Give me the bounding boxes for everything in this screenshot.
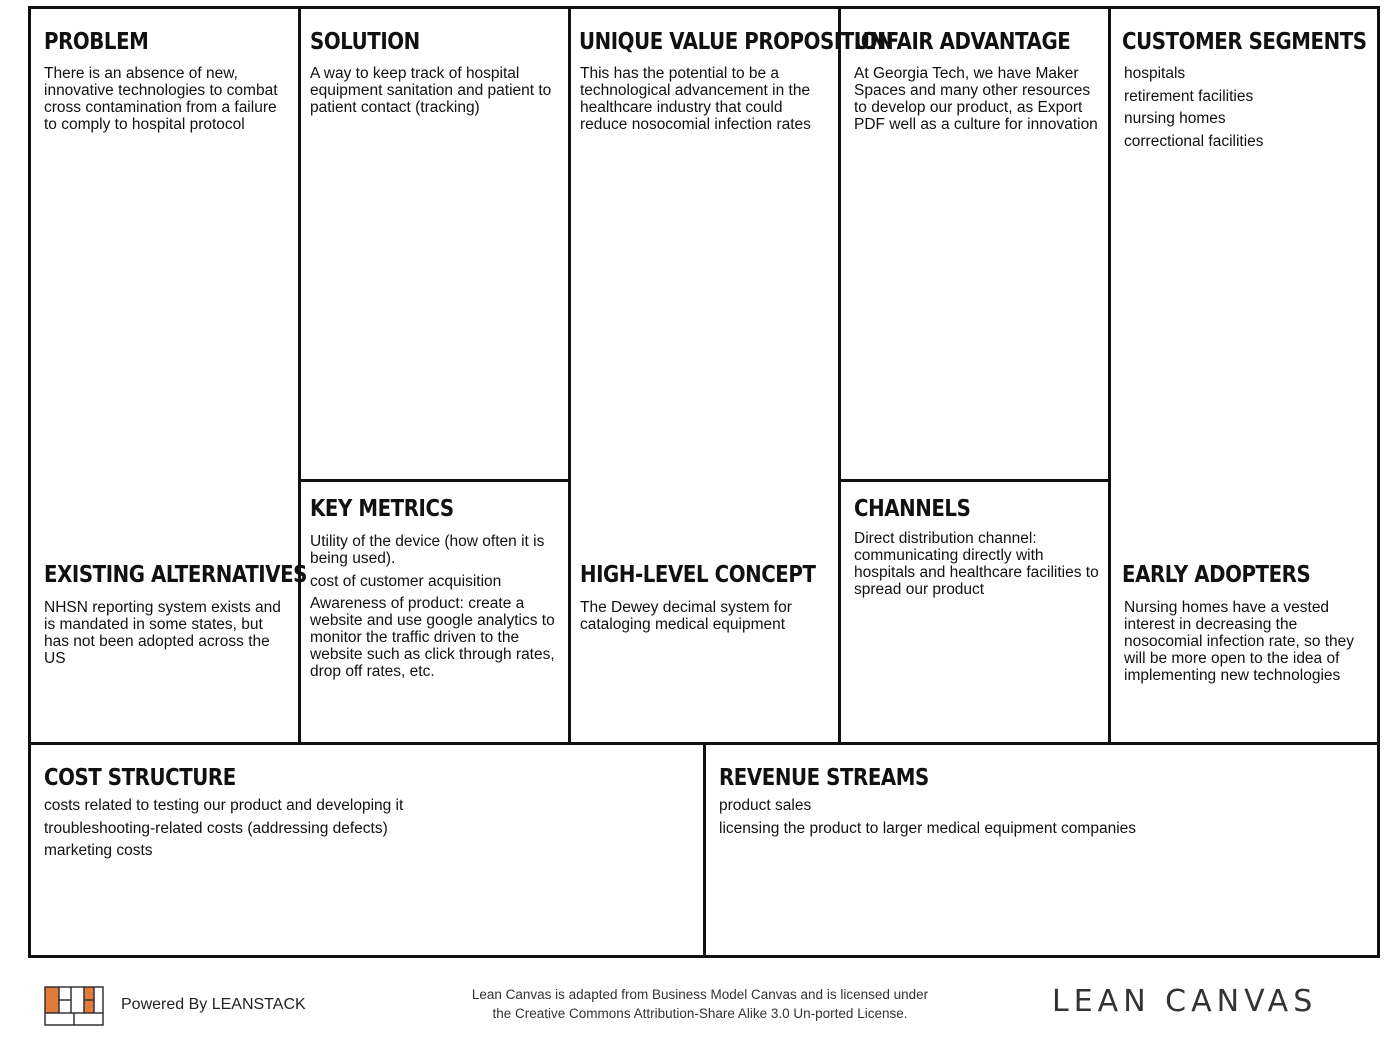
problem-section: [31, 9, 307, 742]
customer-segments-title: CUSTOMER SEGMENTS: [1122, 29, 1367, 55]
uvp-section: [571, 9, 894, 742]
list-item: nursing homes: [1124, 110, 1226, 127]
uvp-text: This has the potential to be a technological advancement in the healthcare industry that could reduce nosocomial infection rates: [580, 65, 811, 133]
solution-text: A way to keep track of hospital equipment sanitation and patient to patient contact (tracking): [310, 65, 552, 116]
license-text: [400, 985, 1000, 1023]
list-item: cost of customer acquisition: [310, 572, 502, 590]
list-item: retirement facilities: [1124, 87, 1254, 105]
unfair-advantage-section: [841, 9, 1108, 479]
powered-by-text: Powered By LEANSTACK: [121, 996, 306, 1013]
channels-text: Direct distribution channel: communicating directly with hospitals and healthcare facilities to spread our product: [854, 530, 1099, 598]
solution-section: [301, 9, 568, 479]
customer-segments-list: [1124, 65, 1369, 155]
existing-alternatives-text: NHSN reporting system exists and is mandated in some states, but has not been adopted across the US: [44, 599, 281, 667]
revenue-streams-list: [719, 797, 1359, 842]
list-item: marketing costs: [44, 842, 153, 859]
channels-title: CHANNELS: [854, 496, 971, 522]
problem-title: PROBLEM: [44, 29, 149, 55]
early-adopters-text: Nursing homes have a vested interest in decreasing the nosocomial infection rate, so they will be more open to the idea of implementing new technologies: [1124, 599, 1355, 684]
list-item: product sales: [719, 797, 812, 814]
cost-structure-title: COST STRUCTURE: [44, 765, 236, 791]
channels-section: [841, 482, 1108, 742]
cost-structure-list: [44, 797, 684, 865]
list-item: hospitals: [1124, 65, 1186, 82]
list-item: Utility of the device (how often it is being used).: [310, 533, 545, 567]
key-metrics-list: [310, 533, 560, 686]
key-metrics-section: [301, 482, 568, 742]
problem-text: There is an absence of new, innovative technologies to combat cross contamination from a failure to comply to hospital protocol: [44, 65, 278, 133]
list-item: correctional facilities: [1124, 132, 1264, 150]
unfair-advantage-title: UNFAIR ADVANTAGE: [854, 29, 1071, 55]
leanstack-logo-icon: [44, 986, 104, 1026]
unfair-advantage-text: At Georgia Tech, we have Maker Spaces and many other resources to develop our product, as Export PDF well as a culture for innovation: [854, 65, 1098, 133]
revenue-streams-title: REVENUE STREAMS: [719, 765, 929, 791]
list-item: troubleshooting-related costs (addressing defects): [44, 819, 388, 837]
list-item: licensing the product to larger medical equipment companies: [719, 819, 1137, 837]
existing-alternatives-title: EXISTING ALTERNATIVES: [44, 562, 307, 588]
license-line: the Creative Commons Attribution-Share Alike 3.0 Un-ported License.: [492, 1006, 908, 1021]
high-level-concept-text: The Dewey decimal system for cataloging medical equipment: [580, 599, 792, 633]
revenue-streams-section: [706, 745, 1377, 955]
lean-canvas-wordmark: LEAN CANVAS: [1052, 984, 1318, 1019]
cost-structure-section: [31, 745, 703, 955]
uvp-title: UNIQUE VALUE PROPOSITION: [579, 29, 894, 55]
high-level-concept-title: HIGH-LEVEL CONCEPT: [580, 562, 816, 588]
license-line: Lean Canvas is adapted from Business Model Canvas and is licensed under: [471, 987, 929, 1002]
lean-canvas-board: [28, 6, 1380, 958]
solution-title: SOLUTION: [310, 29, 420, 55]
early-adopters-title: EARLY ADOPTERS: [1122, 562, 1311, 588]
customer-segments-section: [1111, 9, 1377, 742]
list-item: costs related to testing our product and developing it: [44, 797, 404, 814]
list-item: Awareness of product: create a website and use google analytics to monitor the traffic driven to the website such as click through rates, drop off rates, etc.: [310, 595, 555, 680]
key-metrics-title: KEY METRICS: [310, 496, 454, 522]
